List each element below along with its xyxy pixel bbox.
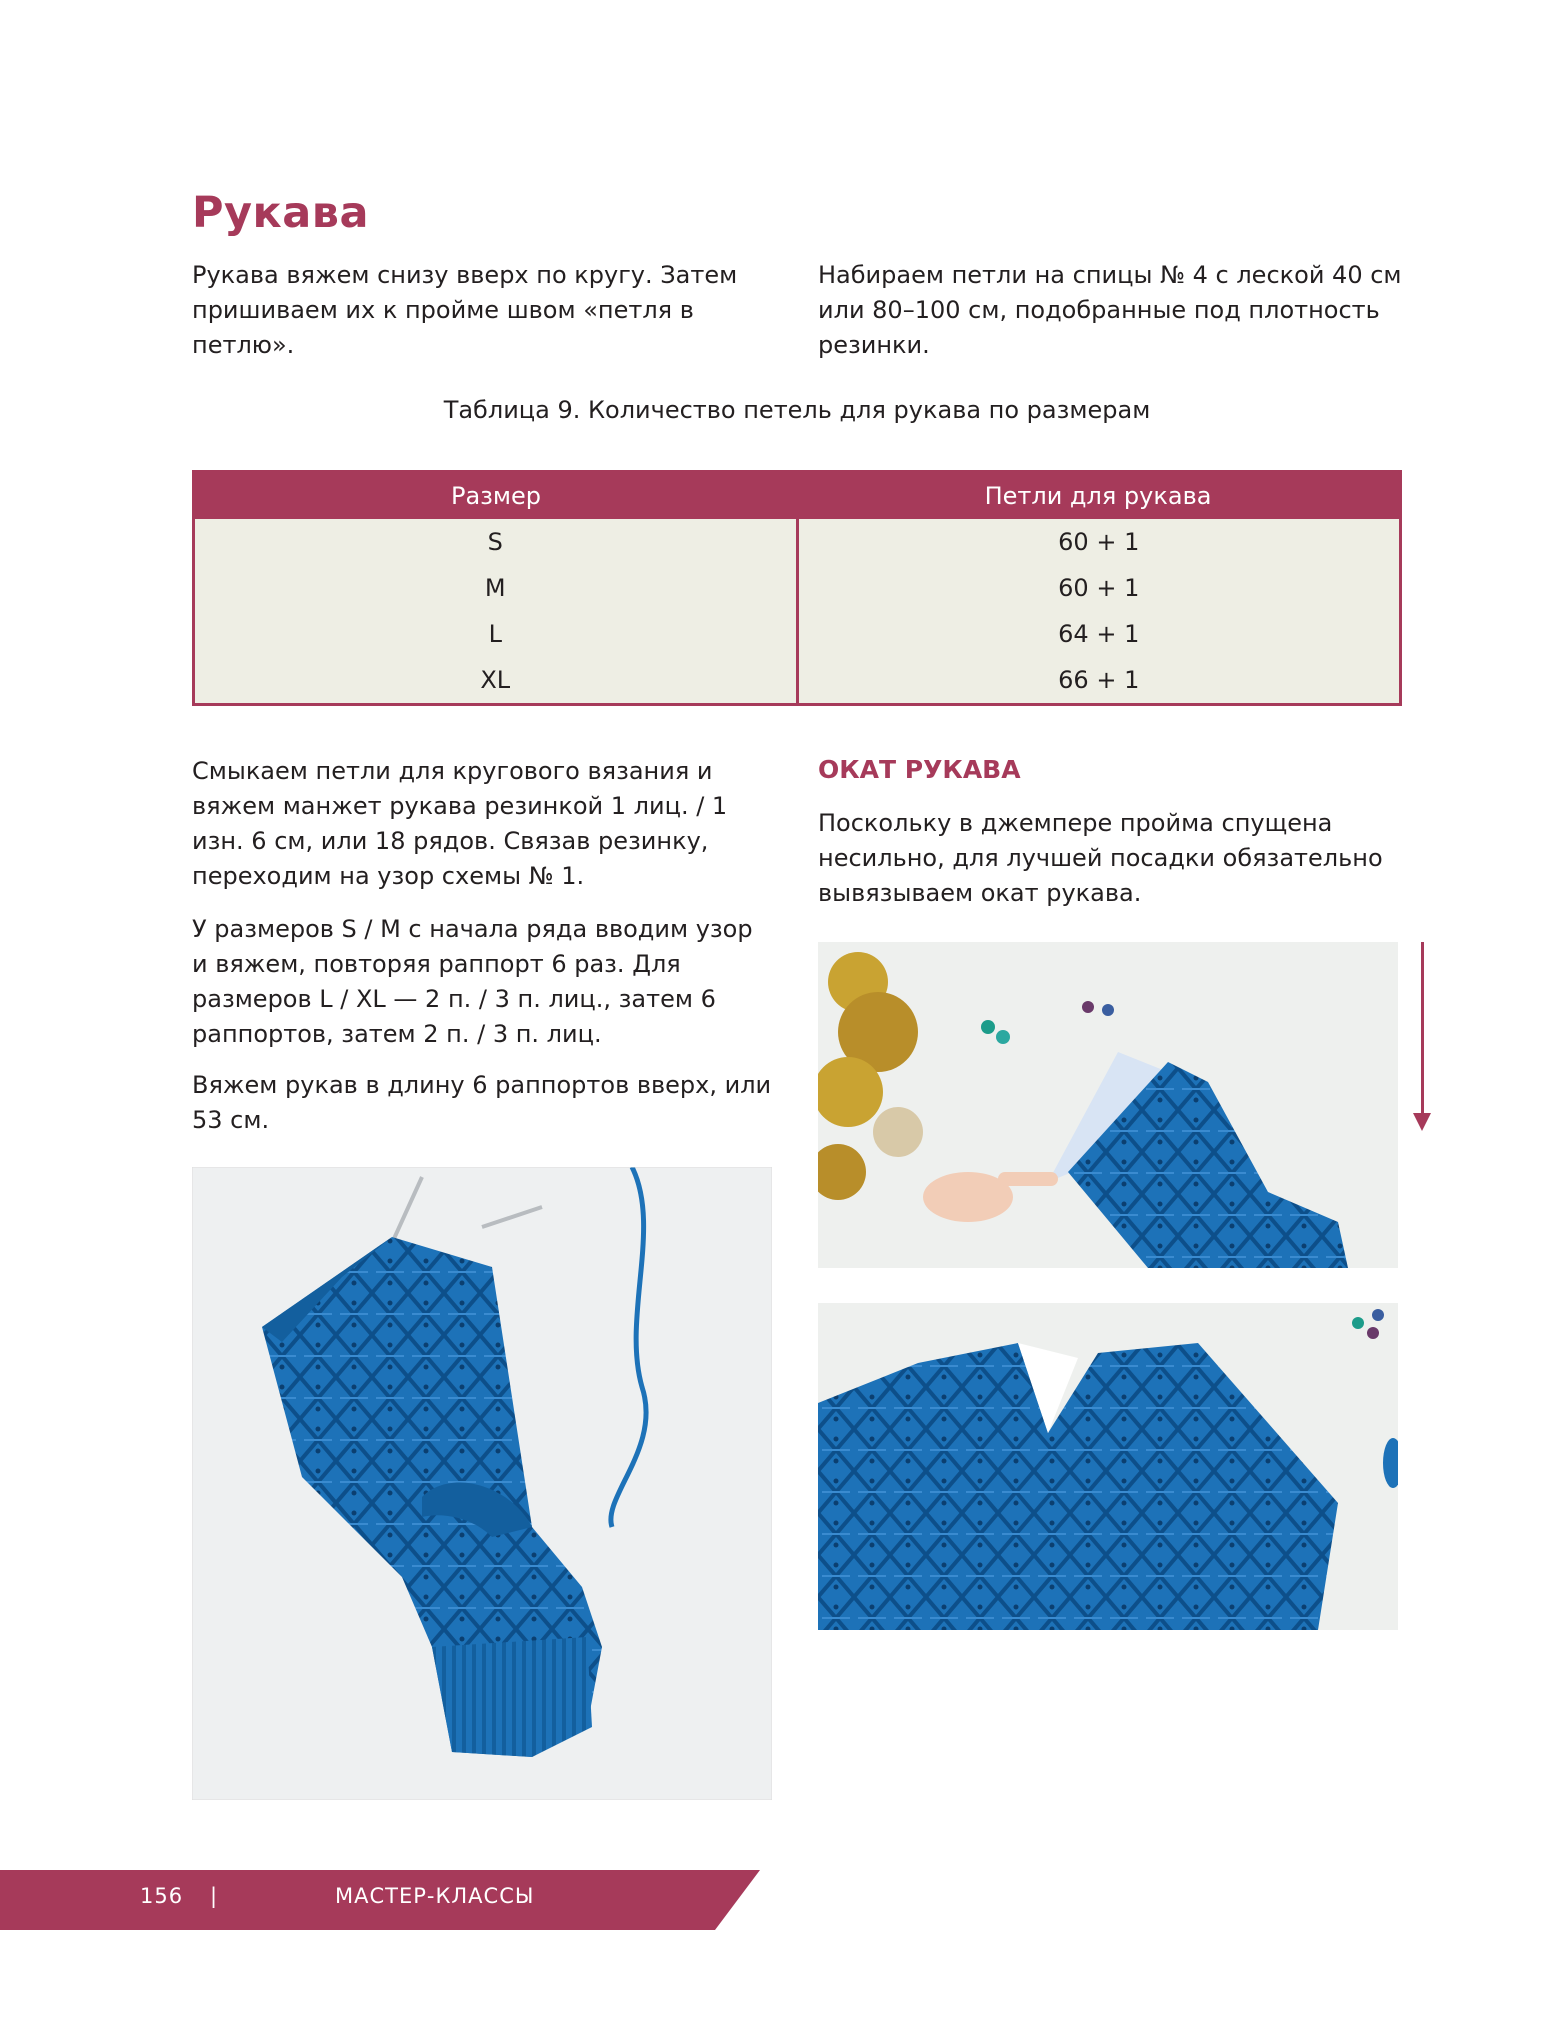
sleeve-cap-photo-2 — [818, 1303, 1398, 1630]
subsection-paragraph: Поскольку в джемпере пройма спущена несильно, для лучшей посадки обязательно вывязываем окат рукава. — [818, 809, 1383, 907]
sleeve-knitting-photo — [192, 1167, 772, 1800]
size-cell: M — [194, 565, 798, 611]
footer-separator: | — [210, 1884, 219, 1908]
size-cell: XL — [194, 657, 798, 705]
stitches-cell: 60 + 1 — [797, 565, 1401, 611]
intro-left-paragraph: Рукава вяжем снизу вверх по кругу. Затем пришиваем их к пройме швом «петля в петлю». — [192, 261, 738, 359]
section-title: Рукава — [192, 188, 369, 238]
table-row — [194, 519, 1401, 565]
header-stitches: Петли для рукава — [797, 472, 1401, 520]
intro-right-paragraph: Набираем петли на спицы № 4 с леской 40 см или 80–100 см, подобранные под плотность резинки. — [818, 261, 1402, 359]
stitches-cell: 64 + 1 — [797, 611, 1401, 657]
table-row — [194, 657, 1401, 705]
header-size: Размер — [194, 472, 798, 520]
table-row — [194, 611, 1401, 657]
table-caption: Таблица 9. Количество петель для рукава по размерам — [443, 396, 1151, 424]
stitches-cell: 66 + 1 — [797, 657, 1401, 705]
sleeve-cap-photo-1 — [818, 942, 1398, 1268]
table-header-row — [194, 472, 1401, 520]
footer-section: МАСТЕР-КЛАССЫ — [335, 1884, 535, 1908]
size-cell: S — [194, 519, 798, 565]
stitches-cell: 60 + 1 — [797, 519, 1401, 565]
table-row — [194, 565, 1401, 611]
size-cell: L — [194, 611, 798, 657]
stitch-count-table — [192, 470, 1402, 706]
continuation-arrow-line — [1421, 942, 1424, 1117]
page-number: 156 — [140, 1884, 184, 1908]
subsection-title: ОКАТ РУКАВА — [818, 755, 1021, 784]
down-arrow-icon — [1413, 1113, 1431, 1131]
pattern-paragraph: У размеров S / M с начала ряда вводим узор и вяжем, повторяя раппорт 6 раз. Для размеров L / XL — 2 п. / 3 п. лиц., затем 6 раппортов, затем 2 п. / 3 п. лиц. — [192, 915, 753, 1048]
cuff-paragraph: Смыкаем петли для кругового вязания и вяжем манжет рукава резинкой 1 лиц. / 1 изн. 6 см, или 18 рядов. Связав резинку, переходим на узор схемы № 1. — [192, 757, 728, 890]
length-paragraph: Вяжем рукав в длину 6 раппортов вверх, или 53 см. — [192, 1071, 772, 1134]
